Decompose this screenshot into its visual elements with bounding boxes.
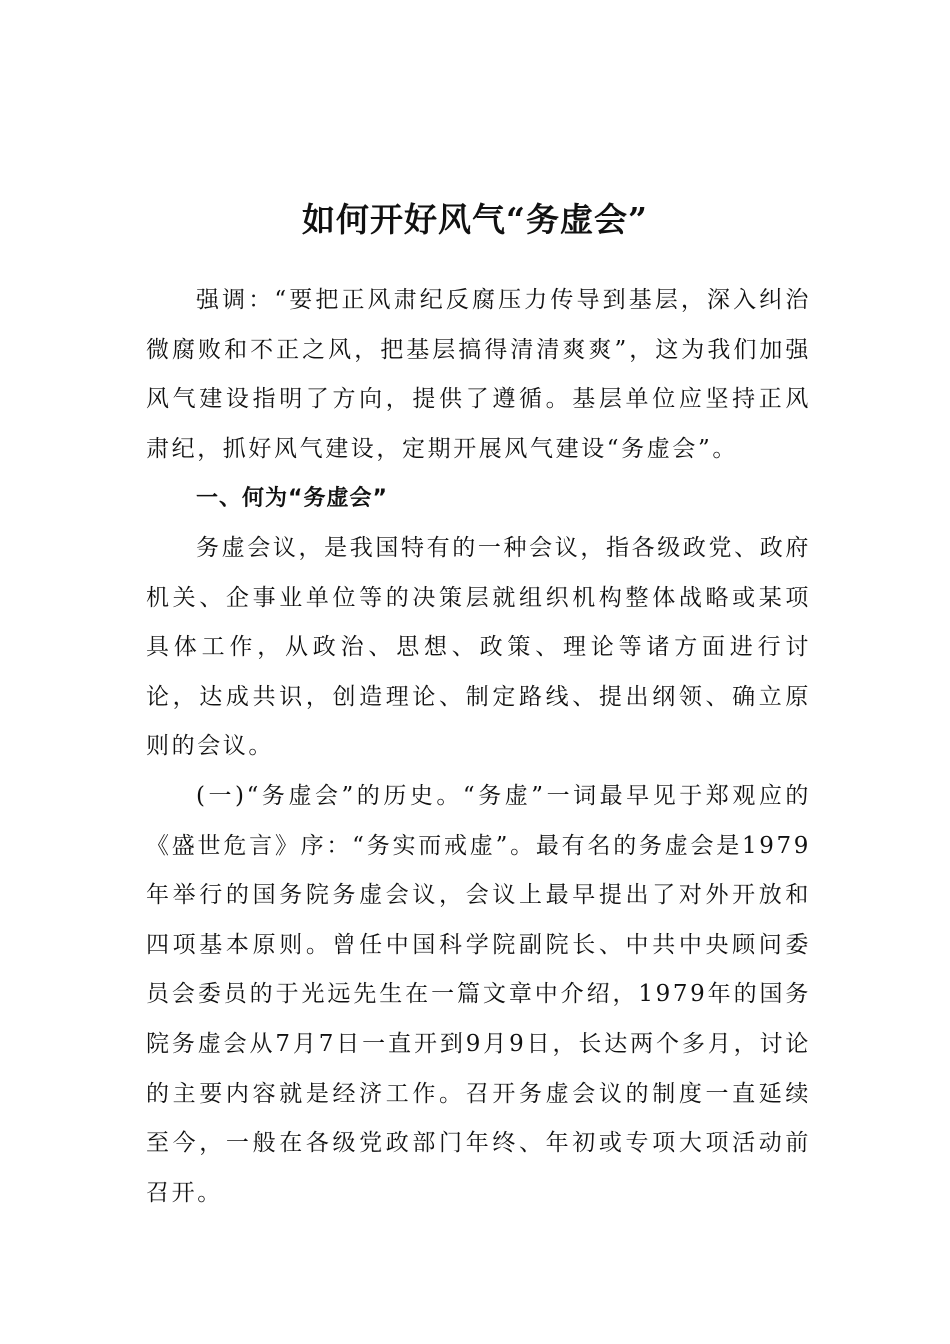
document-title: 如何开好风气“务虚会” xyxy=(302,200,648,240)
document-body xyxy=(146,276,811,1218)
history-paragraph: (一)“务虚会”的历史。“务虚”一词最早见于郑观应的《盛世危言》序：“务实而戒虚”。最有名的务虚会是1979年举行的国务院务虚会议，会议上最早提出了对外开放和四项基本原则。曾任中国科学院副院长、中共中央顾问委员会委员的于光远先生在一篇文章中介绍，1979年的国务院务虚会从7月7日一直开到9月9日，长达两个多月，讨论的主要内容就是经济工作。召开务虚会议的制度一直延续至今，一般在各级党政部门年终、年初或专项大项活动前召开。 xyxy=(146,782,811,1206)
section-heading: 一、何为“务虚会” xyxy=(196,486,388,512)
definition-paragraph: 务虚会议，是我国特有的一种会议，指各级政党、政府机关、企事业单位等的决策层就组织机构整体战略或某项具体工作，从政治、思想、政策、理论等诸方面进行讨论，达成共识，创造理论、制定路线、提出纲领、确立原则的会议。 xyxy=(146,534,811,760)
intro-paragraph: 强调：“要把正风肃纪反腐压力传导到基层，深入纠治微腐败和不正之风，把基层搞得清清爽爽”，这为我们加强风气建设指明了方向，提供了遵循。基层单位应坚持正风肃纪，抓好风气建设，定期开展风气建设“务虚会”。 xyxy=(146,287,811,462)
